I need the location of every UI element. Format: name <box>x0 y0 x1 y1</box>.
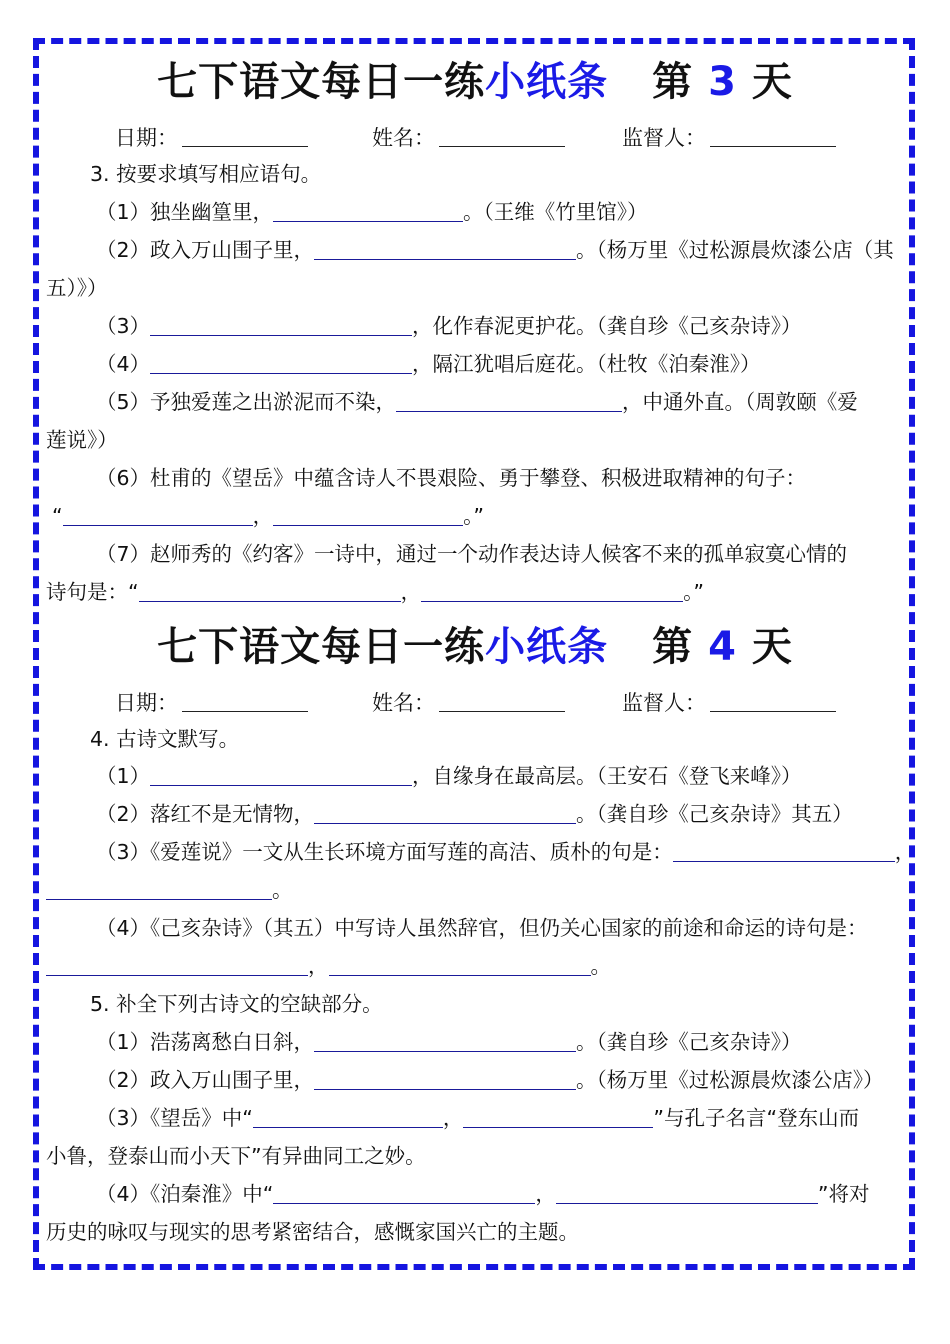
item-3-2: （2）政入万山围子里， 。（杨万里《过松源晨炊漆公店（其 <box>96 238 894 262</box>
item-4-4-answer: ， 。 <box>46 947 910 985</box>
title-day-3: 七下语文每日一练小纸条 第 3 天 <box>157 59 793 105</box>
blank[interactable] <box>421 579 683 602</box>
supervisor-field[interactable] <box>710 691 836 712</box>
item-3-3: （3） ，化作春泥更护花。（龚自珍《己亥杂诗》） <box>96 314 802 338</box>
item-3-6: （6）杜甫的《望岳》中蕴含诗人不畏艰险、勇于攀登、积极进取精神的句子： <box>96 466 807 490</box>
item-4-4: （4）《己亥杂诗》（其五）中写诗人虽然辞官，但仍关心国家的前途和命运的诗句是： <box>96 916 868 940</box>
blank[interactable] <box>46 953 308 976</box>
item-3-7: （7）赵师秀的《约客》一诗中，通过一个动作表达诗人候客不来的孤单寂寞心情的 <box>96 542 848 566</box>
title-day-4: 七下语文每日一练小纸条 第 4 天 <box>157 624 793 670</box>
item-4-2: （2）落红不是无情物， 。（龚自珍《己亥杂诗》其五） <box>96 802 853 826</box>
date-label: 日期： <box>115 126 178 150</box>
blank[interactable] <box>314 1067 576 1090</box>
name-label: 姓名： <box>372 126 435 150</box>
blank[interactable] <box>273 503 463 526</box>
item-5-1: （1）浩荡离愁白日斜， 。（龚自珍《己亥杂诗》） <box>96 1030 802 1054</box>
item-5-2: （2）政入万山围子里， 。（杨万里《过松源晨炊漆公店》） <box>96 1068 884 1092</box>
item-3-4: （4） ，隔江犹唱后庭花。（杜牧《泊秦淮》） <box>96 352 761 376</box>
blank[interactable] <box>314 237 576 260</box>
meta-row-day-4 <box>0 687 950 715</box>
date-field[interactable] <box>182 691 308 712</box>
question-3-heading: 3. 按要求填写相应语句。 <box>90 162 322 186</box>
blank[interactable] <box>253 1105 443 1128</box>
item-5-3: （3）《望岳》中“ ， ”与孔子名言“登东山而 <box>96 1106 860 1130</box>
name-label: 姓名： <box>372 691 435 715</box>
item-3-6-answer: “ ， 。” <box>52 504 484 528</box>
question-5-heading: 5. 补全下列古诗文的空缺部分。 <box>90 992 383 1016</box>
name-field[interactable] <box>439 691 565 712</box>
blank[interactable] <box>396 389 622 412</box>
blank[interactable] <box>314 1029 576 1052</box>
blank[interactable] <box>273 199 463 222</box>
question-4-heading: 4. 古诗文默写。 <box>90 727 240 751</box>
item-4-3-cont: 。 <box>46 871 910 909</box>
item-3-7-answer: 诗句是：“ ， 。” <box>46 580 704 604</box>
supervisor-label: 监督人： <box>622 126 706 150</box>
blank[interactable] <box>150 313 412 336</box>
item-3-1: （1）独坐幽篁里， 。（王维《竹里馆》） <box>96 200 648 224</box>
blank[interactable] <box>314 801 576 824</box>
supervisor-field[interactable] <box>710 126 836 147</box>
meta-row-day-3 <box>0 122 950 150</box>
date-label: 日期： <box>115 691 178 715</box>
blank[interactable] <box>139 579 401 602</box>
item-5-4-cont: 历史的咏叹与现实的思考紧密结合，感慨家国兴亡的主题。 <box>46 1220 579 1244</box>
blank[interactable] <box>463 1105 653 1128</box>
blank[interactable] <box>673 839 895 862</box>
item-3-2-cont: 五）》） <box>46 276 108 300</box>
item-4-3: （3）《爱莲说》一文从生长环境方面写莲的高洁、质朴的句是： ， <box>96 840 916 864</box>
supervisor-label: 监督人： <box>622 691 706 715</box>
item-3-5-cont: 莲说》） <box>46 428 118 452</box>
item-5-4: （4）《泊秦淮》中“ ， ”将对 <box>96 1182 870 1206</box>
blank[interactable] <box>150 351 412 374</box>
blank[interactable] <box>63 503 253 526</box>
name-field[interactable] <box>439 126 565 147</box>
blank[interactable] <box>556 1181 818 1204</box>
item-4-1: （1） ，自缘身在最高层。（王安石《登飞来峰》） <box>96 764 802 788</box>
date-field[interactable] <box>182 126 308 147</box>
item-5-3-cont: 小鲁，登泰山而小天下”有异曲同工之妙。 <box>46 1144 426 1168</box>
blank[interactable] <box>46 877 272 900</box>
blank[interactable] <box>150 763 412 786</box>
blank[interactable] <box>273 1181 535 1204</box>
blank[interactable] <box>329 953 591 976</box>
item-3-5: （5）予独爱莲之出淤泥而不染， ，中通外直。（周敦颐《爱 <box>96 390 858 414</box>
